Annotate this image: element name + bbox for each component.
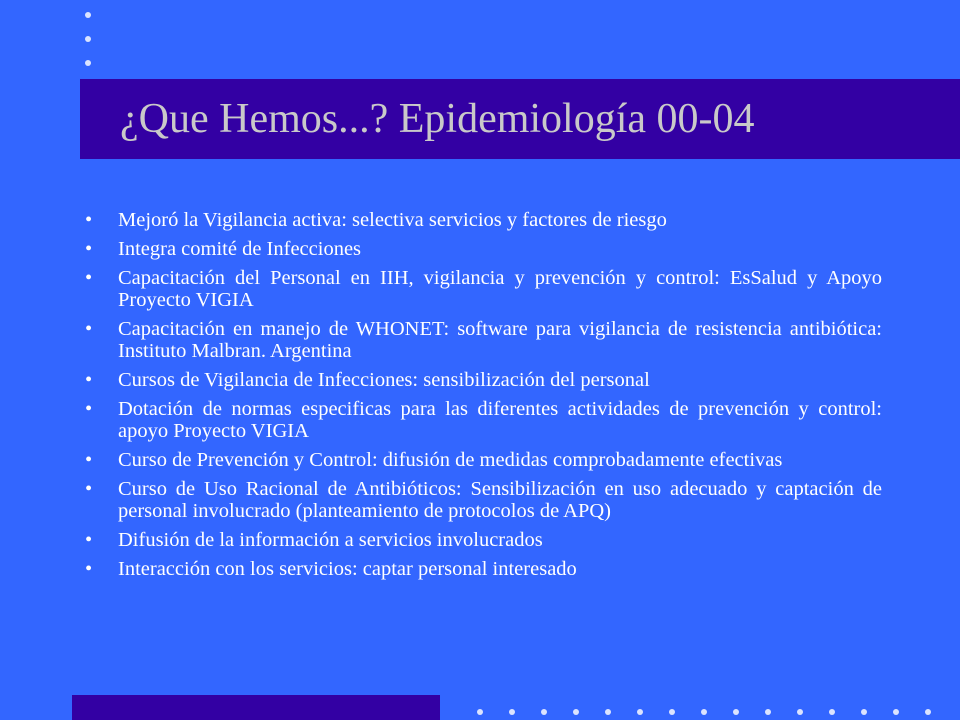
bullet-item <box>85 558 882 580</box>
bullet-icon: • <box>85 449 93 471</box>
bullet-item <box>85 529 882 551</box>
decor-dot <box>861 709 867 715</box>
bullet-text: Interacción con los servicios: captar personal interesado <box>118 558 577 580</box>
decor-dot <box>509 709 515 715</box>
bullet-text: Capacitación en manejo de WHONET: software para vigilancia de resistencia antibiótica: Instituto Malbran. Argentina <box>118 318 882 362</box>
decor-dot <box>765 709 771 715</box>
bullet-icon: • <box>85 209 93 231</box>
bullet-item <box>85 478 882 522</box>
bullet-icon: • <box>85 529 93 551</box>
bullet-item <box>85 318 882 362</box>
bullet-text: Mejoró la Vigilancia activa: selectiva servicios y factores de riesgo <box>118 209 667 231</box>
bullet-text: Capacitación del Personal en IIH, vigilancia y prevención y control: EsSalud y Apoyo Proyecto VIGIA <box>118 267 882 311</box>
decor-dot <box>701 709 707 715</box>
bullet-text: Integra comité de Infecciones <box>118 238 362 260</box>
bullet-icon: • <box>85 398 93 420</box>
decor-dot <box>669 709 675 715</box>
footer-bar <box>72 695 440 720</box>
decor-dot <box>85 60 91 66</box>
decor-dot <box>797 709 803 715</box>
decor-dot <box>733 709 739 715</box>
bullet-text: Cursos de Vigilancia de Infecciones: sensibilización del personal <box>118 369 650 391</box>
bullet-item <box>85 449 882 471</box>
bullet-item <box>85 267 882 311</box>
decor-dot <box>541 709 547 715</box>
bullet-text: Curso de Uso Racional de Antibióticos: Sensibilización en uso adecuado y captación de personal involucrado (planteamiento de protocolos de APQ) <box>118 478 882 522</box>
bullet-icon: • <box>85 478 93 500</box>
bullet-icon: • <box>85 369 93 391</box>
bullet-text: Curso de Prevención y Control: difusión de medidas comprobadamente efectivas <box>118 449 783 471</box>
decor-dot <box>477 709 483 715</box>
decor-dot <box>893 709 899 715</box>
bullet-item <box>85 398 882 442</box>
bullet-icon: • <box>85 558 93 580</box>
bullet-list <box>85 209 882 587</box>
bullet-text: Dotación de normas especificas para las diferentes actividades de prevención y control: apoyo Proyecto VIGIA <box>118 398 882 442</box>
bullet-item <box>85 238 882 260</box>
slide-title: ¿Que Hemos...? Epidemiología 00-04 <box>120 96 755 142</box>
bullet-item <box>85 209 882 231</box>
decor-dot <box>573 709 579 715</box>
decor-dot <box>605 709 611 715</box>
title-bar <box>80 79 960 159</box>
bullet-icon: • <box>85 238 93 260</box>
bullet-icon: • <box>85 267 93 289</box>
decor-dot <box>829 709 835 715</box>
bullet-item <box>85 369 882 391</box>
decor-dot <box>85 12 91 18</box>
bullet-icon: • <box>85 318 93 340</box>
decor-dot <box>925 709 931 715</box>
bullet-text: Difusión de la información a servicios involucrados <box>118 529 543 551</box>
decor-dot <box>637 709 643 715</box>
decor-dot <box>85 36 91 42</box>
